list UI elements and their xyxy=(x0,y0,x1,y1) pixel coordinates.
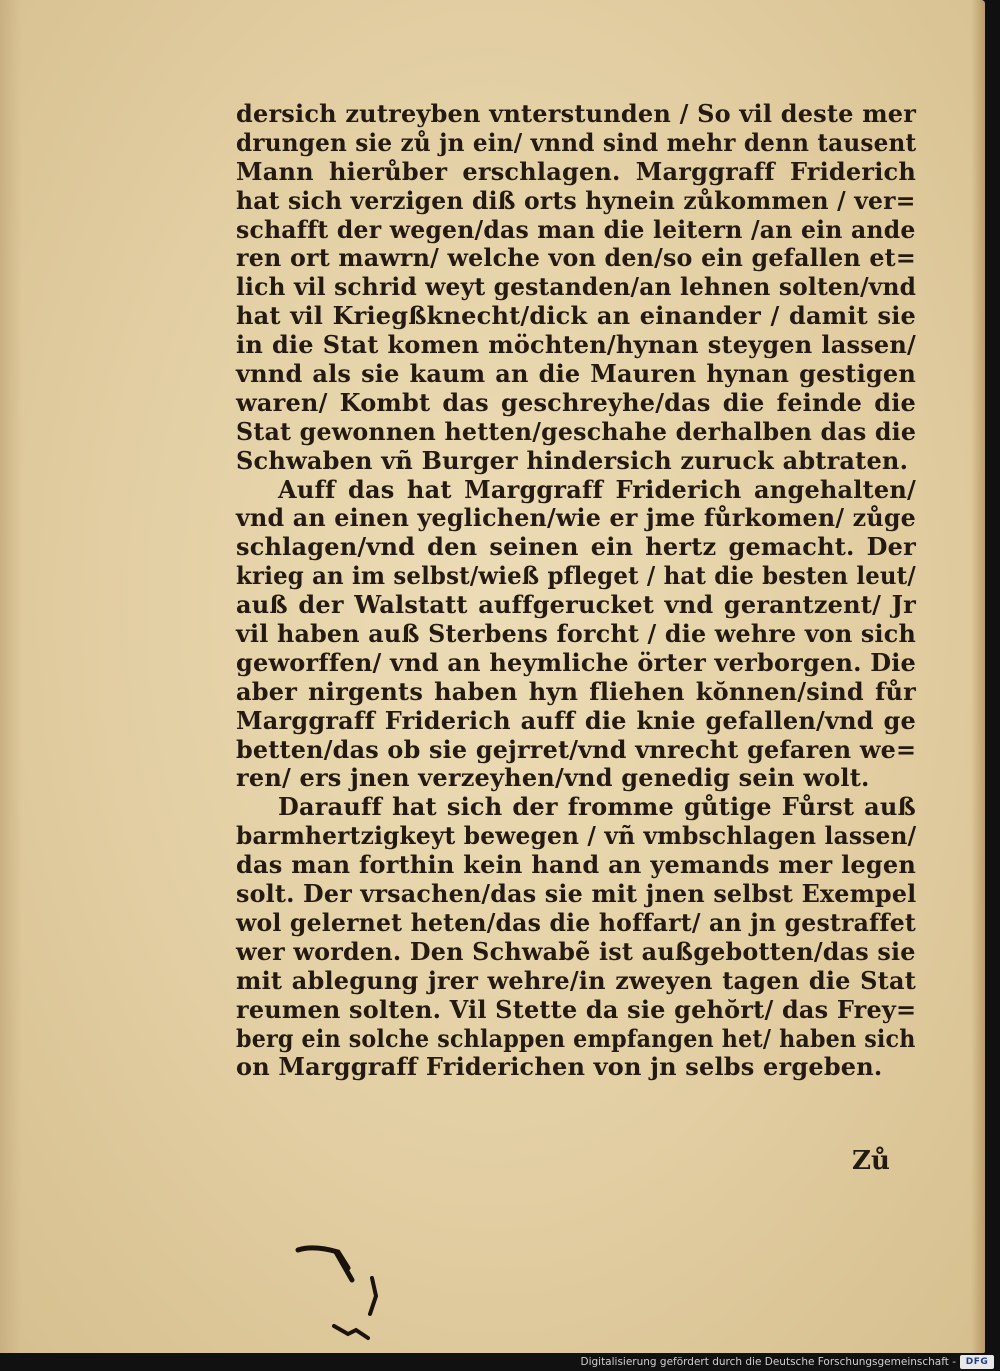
text-line: solt. Der vrsachen/das sie mit jnen selbst Exempel xyxy=(236,879,917,909)
text-line: schlagen/vnd den seinen ein hertz gemacht. Der xyxy=(236,532,916,562)
text-line: Mann hierůber erschlagen. Marggraff Friderich xyxy=(236,156,916,186)
text-line: Marggraff Friderich auff die knie gefallen/vnd ge xyxy=(236,705,916,735)
text-line: vnnd als sie kaum an die Mauren hynan gestigen xyxy=(236,359,916,389)
text-line: Stat gewonnen hetten/geschahe derhalben das die xyxy=(236,416,917,446)
text-line: vnd an einen yeglichen/wie er jme fůrkomen/ zůge xyxy=(236,503,916,533)
text-line: Schwaben vñ Burger hindersich zuruck abtraten. xyxy=(236,445,909,475)
text-line: hat vil Kriegßknecht/dick an einander / damit sie xyxy=(236,301,916,331)
text-line: berg ein solche schlappen empfangen het/ haben sich xyxy=(236,1023,916,1053)
text-line: lich vil schrid weyt gestanden/an lehnen solten/vnd xyxy=(236,272,917,302)
text-line: das man forthin kein hand an yemands mer legen xyxy=(236,850,916,880)
text-line: krieg an im selbst/wieß pfleget / hat die besten leut/ xyxy=(236,561,916,591)
text-line: barmhertzigkeyt bewegen / vñ vmbschlagen lassen/ xyxy=(236,821,917,851)
text-line: waren/ Kombt das geschreyhe/das die feinde die xyxy=(236,387,916,417)
text-line: vil haben auß Sterbens forcht / die wehre von sich xyxy=(236,619,916,649)
page-gutter-shadow xyxy=(0,0,22,1353)
text-line: in die Stat komen möchten/hynan steygen lassen/ xyxy=(236,330,916,360)
text-line: ren ort mawrn/ welche von den/so ein gefallen et= xyxy=(236,243,916,273)
text-line: aber nirgents haben hyn fliehen kŏnnen/sind fůr xyxy=(236,676,916,706)
text-line: Auff das hat Marggraff Friderich angehalten/ xyxy=(278,474,916,504)
text-line: auß der Walstatt auffgerucket vnd gerantzent/ Jr xyxy=(236,590,916,620)
funding-note: Digitalisierung gefördert durch die Deutsche Forschungsgemeinschaft - xyxy=(580,1356,956,1368)
text-line: wol gelernet heten/das die hoffart/ an jn gestraffet xyxy=(236,907,916,937)
text-line: dersich zutreyben vnterstunden / So vil deste mer xyxy=(236,99,917,128)
ink-scribble-mark xyxy=(290,1238,400,1348)
text-line: drungen sie zů jn ein/ vnnd sind mehr denn tausent xyxy=(236,127,917,157)
dfg-logo: DFG xyxy=(960,1355,994,1369)
body-text xyxy=(236,100,916,1082)
text-line: reumen solten. Vil Stette da sie gehŏrt/ das Frey= xyxy=(236,994,917,1024)
text-line: wer worden. Den Schwabẽ ist außgebotten/das sie xyxy=(236,936,916,966)
text-line: on Marggraff Friderichen von jn selbs ergeben. xyxy=(236,1052,883,1082)
text-line: Darauff hat sich der fromme gůtige Fůrst auß xyxy=(278,792,916,822)
text-line: schafft der wegen/das man die leitern /an ein ande xyxy=(236,214,916,244)
text-line: hat sich verzigen diß orts hynein zůkommen / ver= xyxy=(236,185,916,215)
text-line: betten/das ob sie gejrret/vnd vnrecht gefaren we= xyxy=(236,734,917,764)
catchword: Zů xyxy=(852,1146,890,1176)
text-line: mit ablegung jrer wehre/in zweyen tagen die Stat xyxy=(236,965,916,995)
text-line: geworffen/ vnd an heymliche örter verborgen. Die xyxy=(236,647,917,677)
text-line: ren/ ers jnen verzeyhen/vnd genedig sein wolt. xyxy=(236,763,870,793)
page-edge-shadow xyxy=(971,0,985,1353)
